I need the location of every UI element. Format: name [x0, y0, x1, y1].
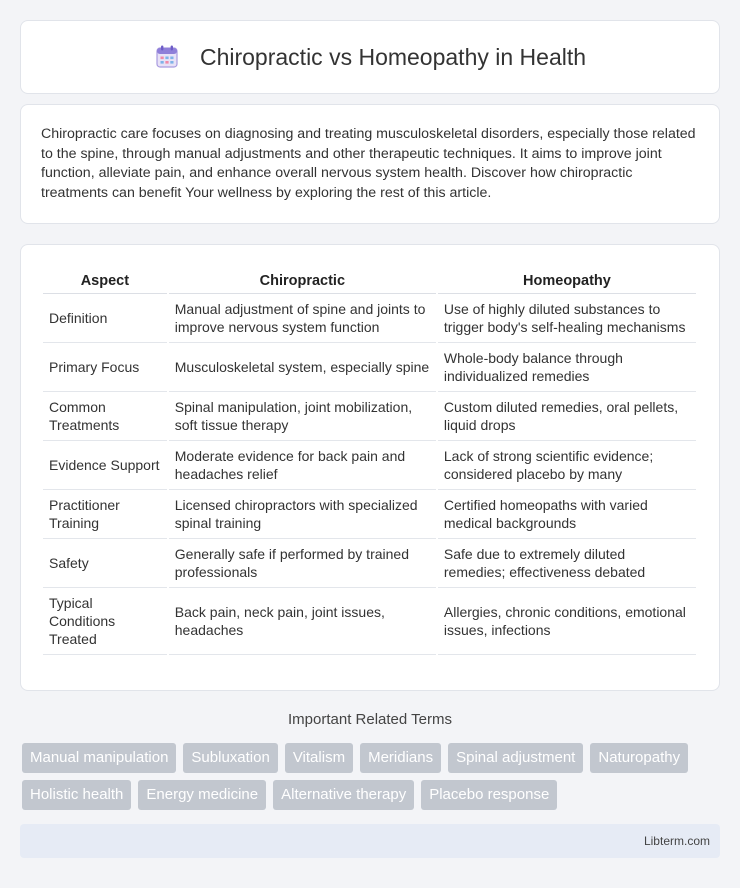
table-cell-chiropractic: Licensed chiropractors with specialized spinal training: [169, 490, 436, 539]
table-cell-homeopathy: Certified homeopaths with varied medical backgrounds: [438, 490, 696, 539]
header-aspect: Aspect: [43, 265, 167, 294]
title-card: [20, 20, 720, 94]
calendar-icon: [154, 44, 180, 70]
table-cell-chiropractic: Musculoskeletal system, especially spine: [169, 343, 436, 392]
table-cell-aspect: Common Treatments: [43, 392, 167, 441]
table-cell-chiropractic: Spinal manipulation, joint mobilization, soft tissue therapy: [169, 392, 436, 441]
header-homeopathy: Homeopathy: [438, 265, 696, 294]
table-row: [43, 392, 696, 441]
table-row: [43, 588, 696, 655]
related-term-tag[interactable]: Alternative therapy: [273, 780, 414, 810]
intro-paragraph: Chiropractic care focuses on diagnosing and treating musculoskeletal disorders, especially those related to the spine, through manual adjustments and other therapeutic techniques. It aims to improve joint function, alleviate pain, and enhance overall nervous system health. Discover how chiropractic treatments can benefit Your wellness by exploring the rest of this article.: [41, 126, 696, 201]
related-term-tag[interactable]: Vitalism: [285, 743, 353, 773]
table-row: [43, 490, 696, 539]
related-term-tag[interactable]: Energy medicine: [138, 780, 266, 810]
related-term-tag[interactable]: Holistic health: [22, 780, 131, 810]
table-cell-homeopathy: Lack of strong scientific evidence; considered placebo by many: [438, 441, 696, 490]
table-cell-homeopathy: Custom diluted remedies, oral pellets, liquid drops: [438, 392, 696, 441]
intro-card: [20, 104, 720, 224]
related-terms-title: Important Related Terms: [288, 711, 452, 728]
table-cell-chiropractic: Generally safe if performed by trained professionals: [169, 539, 436, 588]
related-term-tag[interactable]: Spinal adjustment: [448, 743, 583, 773]
footer-site-link[interactable]: Libterm.com: [643, 834, 710, 848]
related-term-tag[interactable]: Placebo response: [421, 780, 557, 810]
table-cell-homeopathy: Safe due to extremely diluted remedies; effectiveness debated: [438, 539, 696, 588]
comparison-table: [41, 265, 698, 655]
table-cell-aspect: Safety: [43, 539, 167, 588]
related-terms-list: [22, 743, 722, 817]
related-term-tag[interactable]: Subluxation: [183, 743, 277, 773]
related-term-tag[interactable]: Manual manipulation: [22, 743, 176, 773]
page-title: Chiropractic vs Homeopathy in Health: [199, 43, 587, 70]
table-header-row: [43, 265, 696, 294]
table-cell-chiropractic: Back pain, neck pain, joint issues, headaches: [169, 588, 436, 655]
table-cell-aspect: Evidence Support: [43, 441, 167, 490]
header-chiropractic: Chiropractic: [169, 265, 436, 294]
related-term-tag[interactable]: Meridians: [360, 743, 441, 773]
table-cell-aspect: Primary Focus: [43, 343, 167, 392]
table-cell-aspect: Practitioner Training: [43, 490, 167, 539]
table-row: [43, 343, 696, 392]
table-cell-chiropractic: Moderate evidence for back pain and headaches relief: [169, 441, 436, 490]
table-cell-chiropractic: Manual adjustment of spine and joints to improve nervous system function: [169, 294, 436, 343]
table-cell-aspect: Definition: [43, 294, 167, 343]
table-cell-homeopathy: Use of highly diluted substances to trigger body's self-healing mechanisms: [438, 294, 696, 343]
comparison-table-card: [20, 244, 720, 691]
table-cell-homeopathy: Whole-body balance through individualized remedies: [438, 343, 696, 392]
table-cell-homeopathy: Allergies, chronic conditions, emotional issues, infections: [438, 588, 696, 655]
table-row: [43, 294, 696, 343]
related-term-tag[interactable]: Naturopathy: [590, 743, 688, 773]
table-row: [43, 441, 696, 490]
footer: [20, 824, 720, 858]
table-row: [43, 539, 696, 588]
table-cell-aspect: Typical Conditions Treated: [43, 588, 167, 655]
